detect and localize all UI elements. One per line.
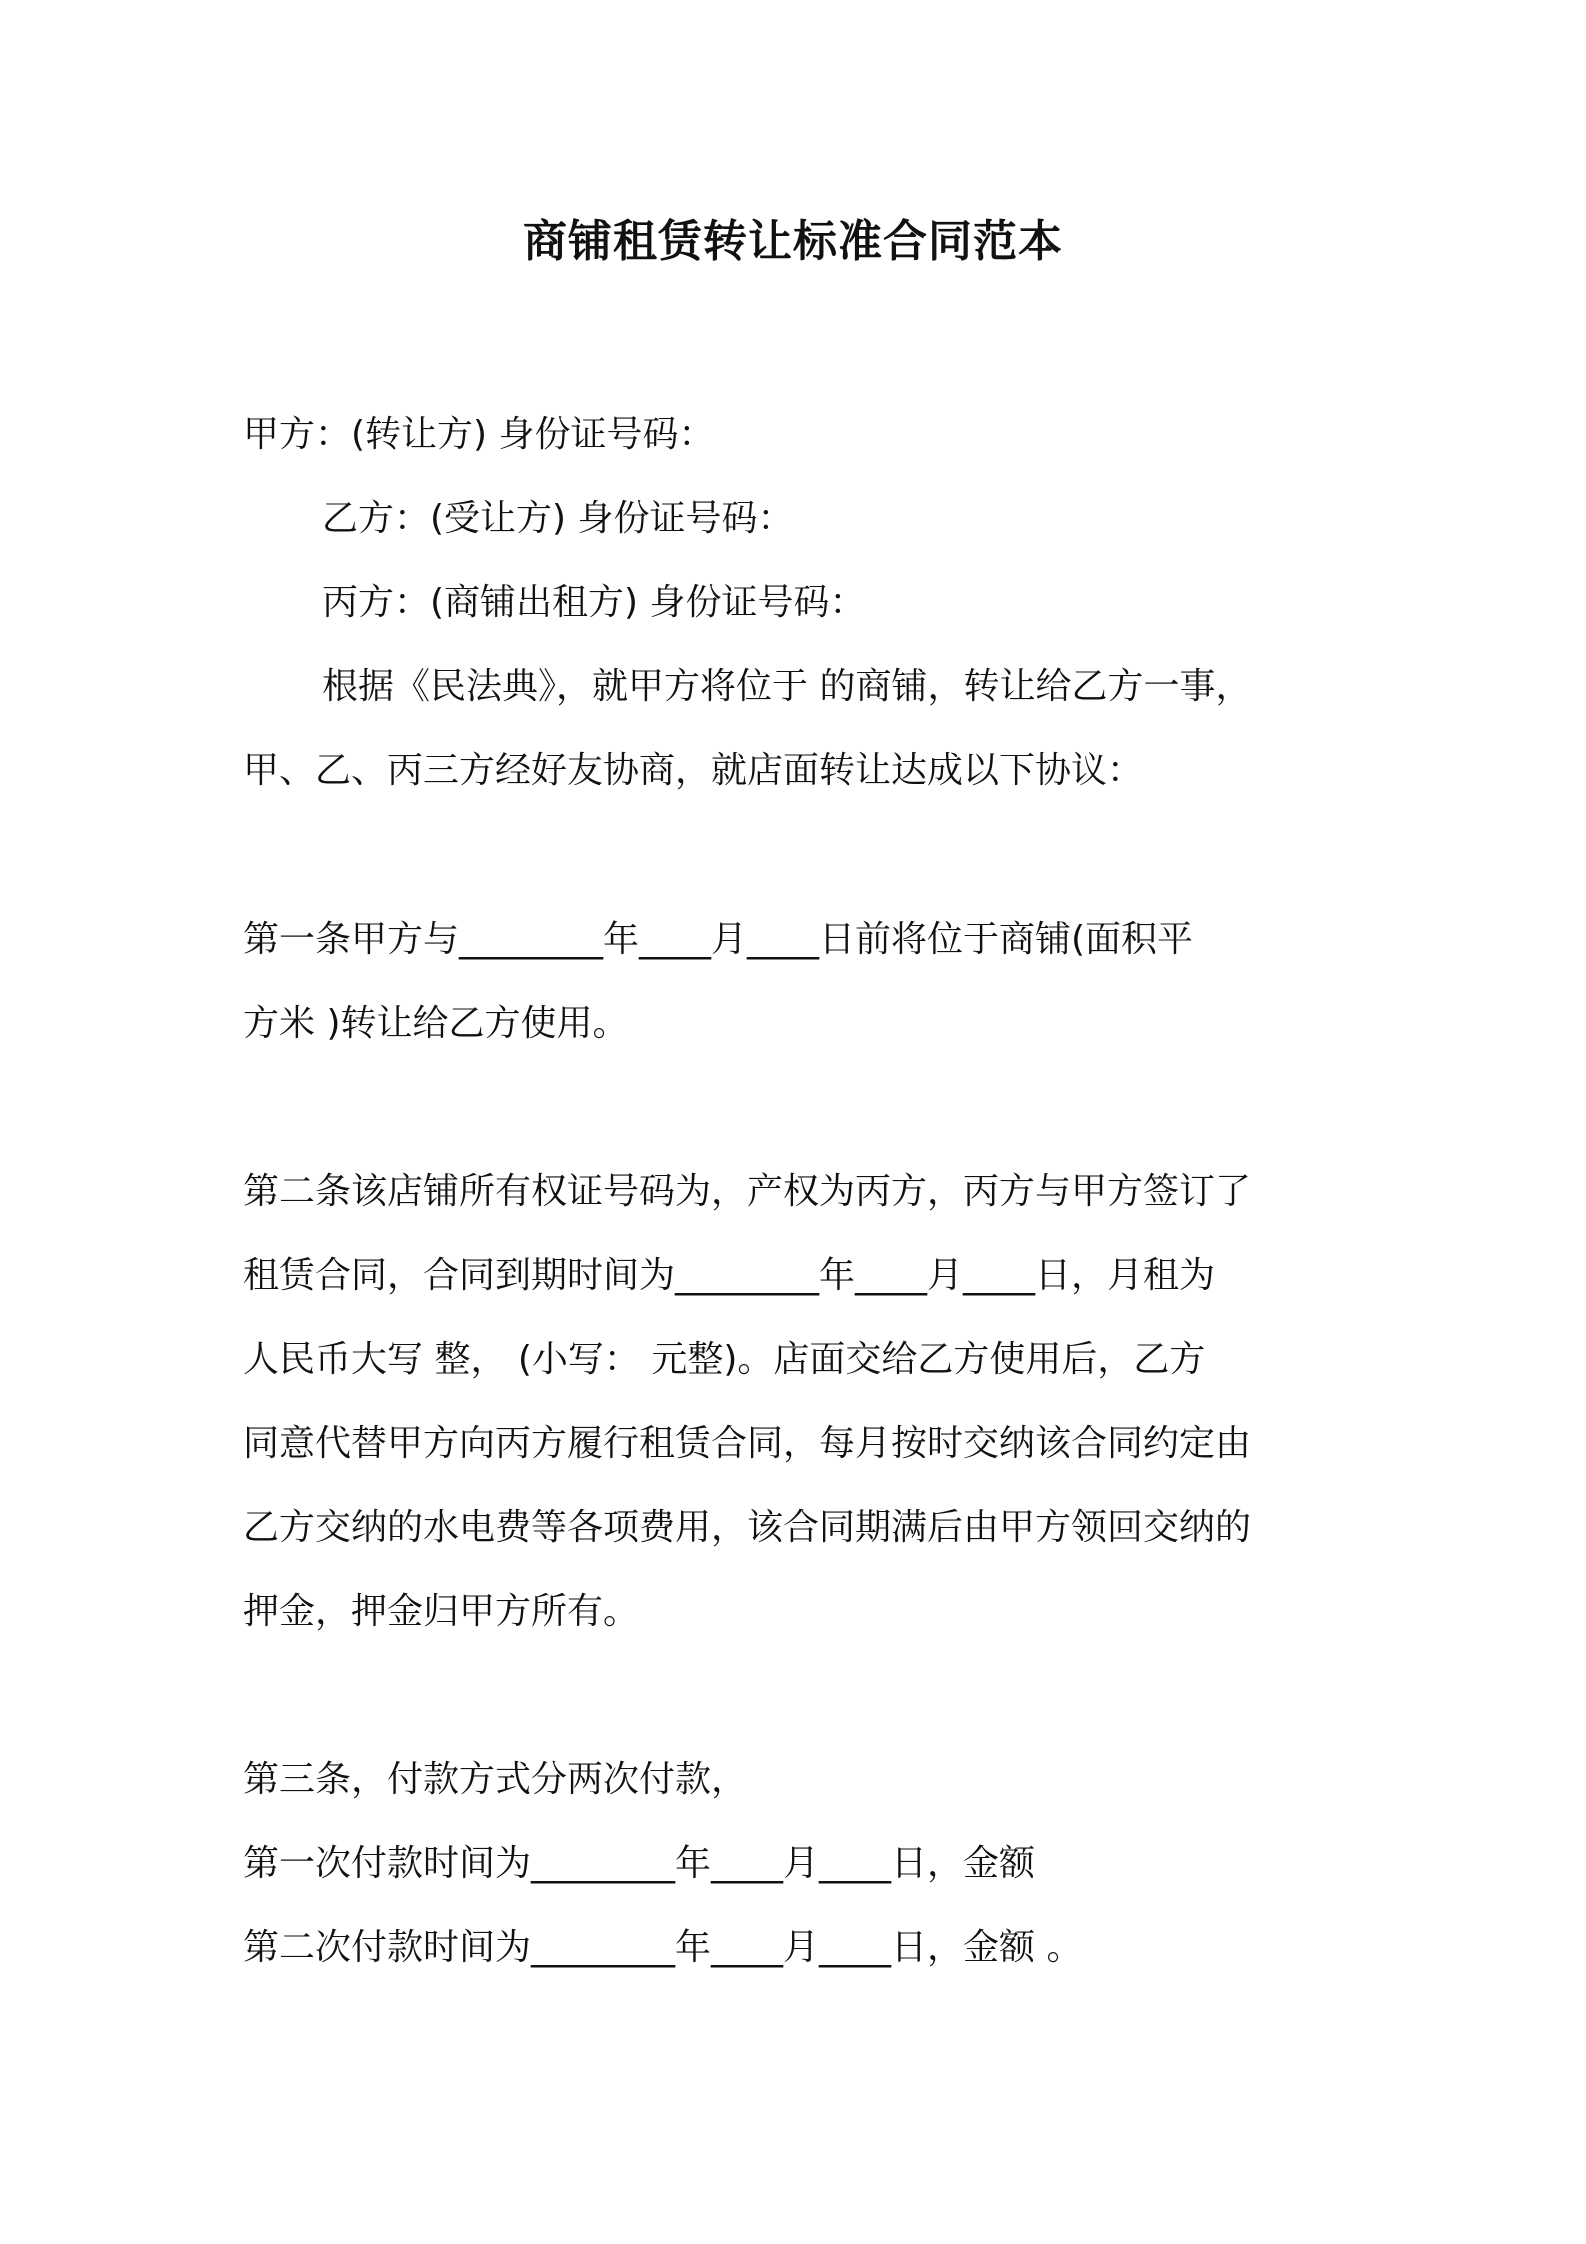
article-3-line-2: 第一次付款时间为________年____月____日，金额 — [243, 1843, 1036, 1884]
article-3-line-1: 第三条，付款方式分两次付款， — [243, 1759, 748, 1800]
party-a-line: 甲方：(转让方) 身份证号码： — [243, 414, 715, 455]
document-title: 商铺租赁转让标准合同范本 — [523, 216, 1063, 267]
preamble-line-2: 甲、乙、丙三方经好友协商，就店面转让达成以下协议： — [243, 750, 1144, 791]
party-c-line: 丙方：(商铺出租方) 身份证号码： — [322, 582, 866, 623]
article-2-line-4: 同意代替甲方向丙方履行租赁合同，每月按时交纳该合同约定由 — [243, 1423, 1252, 1464]
article-2-line-2: 租赁合同，合同到期时间为________年____月____日，月租为 — [243, 1255, 1216, 1296]
article-2-line-1: 第二条该店铺所有权证号码为，产权为丙方，丙方与甲方签订了 — [243, 1171, 1252, 1212]
preamble-line-1: 根据《民法典》，就甲方将位于 的商铺，转让给乙方一事， — [322, 666, 1252, 707]
article-2-line-6: 押金，押金归甲方所有。 — [243, 1591, 640, 1632]
article-1-line-2: 方米 )转让给乙方使用。 — [243, 1003, 629, 1044]
party-b-line: 乙方：(受让方) 身份证号码： — [322, 498, 794, 539]
article-1-line-1: 第一条甲方与________年____月____日前将位于商铺(面积平 — [243, 919, 1194, 960]
article-2-line-5: 乙方交纳的水电费等各项费用，该合同期满后由甲方领回交纳的 — [243, 1507, 1252, 1548]
article-3-line-3: 第二次付款时间为________年____月____日，金额 。 — [243, 1927, 1083, 1968]
article-2-line-3: 人民币大写 整， (小写： 元整)。店面交给乙方使用后，乙方 — [243, 1339, 1206, 1380]
